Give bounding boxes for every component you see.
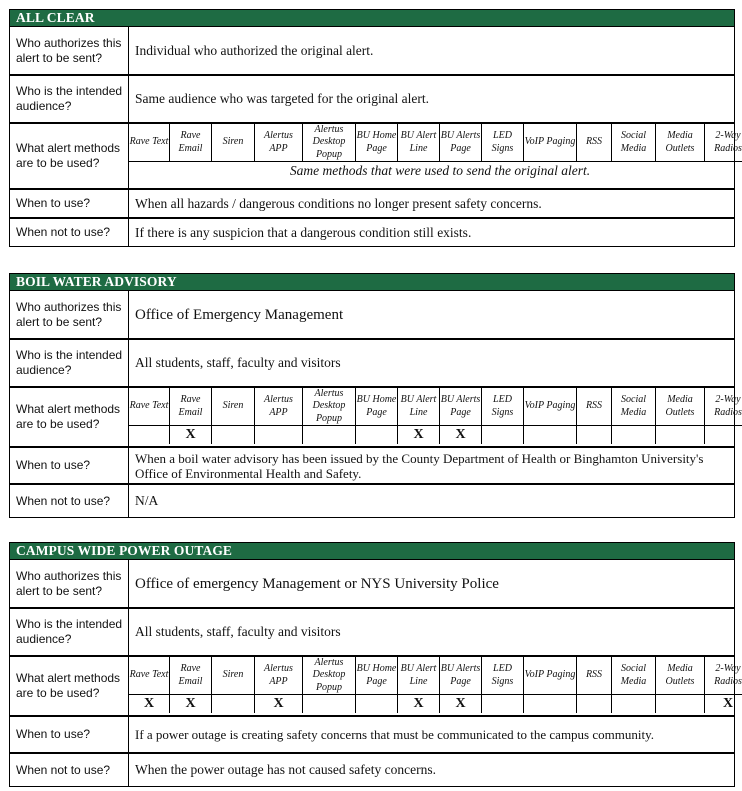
method-mark: X xyxy=(255,695,303,713)
method-header: BU Alerts Page xyxy=(440,657,482,694)
method-header: BU Alerts Page xyxy=(440,124,482,161)
methods-label: What alert methods are to be used? xyxy=(10,388,129,446)
authorizes-value: Individual who authorized the original alert. xyxy=(135,42,374,58)
when-label: When to use? xyxy=(10,448,129,483)
method-header: RSS xyxy=(577,657,612,694)
method-header: Rave Email xyxy=(170,388,212,425)
method-header: Siren xyxy=(212,388,255,425)
method-header: BU Home Page xyxy=(356,388,398,425)
method-mark xyxy=(303,695,356,713)
method-header: BU Home Page xyxy=(356,124,398,161)
when-value: When a boil water advisory has been issued by the County Department of Health or Binghamton University's Office of Environmental Health and Safety. xyxy=(135,450,704,481)
when-not-label: When not to use? xyxy=(10,219,129,246)
method-mark: X xyxy=(440,426,482,444)
methods-marks-row xyxy=(129,695,742,713)
methods-table xyxy=(129,657,742,715)
method-header: BU Alerts Page xyxy=(440,388,482,425)
section-title: ALL CLEAR xyxy=(10,10,734,27)
audience-value: All students, staff, faculty and visitors xyxy=(135,624,341,639)
method-header: Rave Text xyxy=(129,124,170,161)
method-header: Alertus Desktop Popup xyxy=(303,388,356,425)
alert-card-boil-water xyxy=(9,273,742,518)
when-not-value: If there is any suspicion that a dangerous condition still exists. xyxy=(135,224,472,240)
methods-label: What alert methods are to be used? xyxy=(10,124,129,188)
authorizes-value: Office of emergency Management or NYS University Police xyxy=(135,575,499,592)
method-mark xyxy=(129,426,170,444)
when-not-label: When not to use? xyxy=(10,754,129,786)
method-header: LED Signs xyxy=(482,657,524,694)
methods-marks-row xyxy=(129,426,742,444)
method-header: BU Alert Line xyxy=(398,124,440,161)
method-header: Siren xyxy=(212,657,255,694)
method-header: Alertus APP xyxy=(255,124,303,161)
method-mark xyxy=(212,695,255,713)
method-mark xyxy=(255,426,303,444)
method-header: RSS xyxy=(577,388,612,425)
authorizes-label: Who authorizes this alert to be sent? xyxy=(10,27,129,74)
method-header: Alertus APP xyxy=(255,657,303,694)
method-header: LED Signs xyxy=(482,388,524,425)
method-mark xyxy=(356,426,398,444)
method-header: VoIP Paging xyxy=(524,124,577,161)
method-mark xyxy=(524,426,577,444)
method-header: VoIP Paging xyxy=(524,657,577,694)
methods-header-row xyxy=(129,124,742,162)
method-mark xyxy=(705,426,742,444)
audience-value: All students, staff, faculty and visitors xyxy=(135,355,341,370)
method-header: Alertus Desktop Popup xyxy=(303,124,356,161)
method-mark xyxy=(356,695,398,713)
method-mark: X xyxy=(722,696,734,711)
method-mark: X xyxy=(440,695,482,713)
method-header: Siren xyxy=(212,124,255,161)
methods-table xyxy=(129,388,742,446)
method-header: Media Outlets xyxy=(656,657,705,694)
method-mark: X xyxy=(170,695,212,713)
method-header: BU Alert Line xyxy=(398,388,440,425)
method-header: RSS xyxy=(577,124,612,161)
method-header: VoIP Paging xyxy=(524,388,577,425)
when-value: If a power outage is creating safety concerns that must be communicated to the campus community. xyxy=(135,727,654,742)
method-header: 2-Way Radios xyxy=(714,394,742,418)
when-not-value: N/A xyxy=(135,493,159,508)
audience-label: Who is the intended audience? xyxy=(10,76,129,122)
section-title: BOIL WATER ADVISORY xyxy=(10,274,734,291)
authorizes-label: Who authorizes this alert to be sent? xyxy=(10,291,129,338)
alert-card-all-clear xyxy=(9,9,742,247)
authorizes-value: Office of Emergency Management xyxy=(135,306,344,323)
when-label: When to use? xyxy=(10,190,129,217)
method-mark xyxy=(303,426,356,444)
method-header: Media Outlets xyxy=(656,124,705,161)
when-value: When all hazards / dangerous conditions no longer present safety concerns. xyxy=(135,195,542,211)
method-header: Social Media xyxy=(612,124,656,161)
when-label: When to use? xyxy=(10,717,129,752)
method-header: Rave Email xyxy=(170,657,212,694)
method-header: Social Media xyxy=(612,388,656,425)
method-header: 2-Way Radios xyxy=(714,130,742,154)
method-mark xyxy=(612,426,656,444)
method-header: BU Home Page xyxy=(356,657,398,694)
method-header: 2-Way Radios xyxy=(714,663,742,687)
method-mark xyxy=(482,695,524,713)
method-header: Alertus APP xyxy=(255,388,303,425)
methods-table xyxy=(129,124,742,188)
method-mark: X xyxy=(398,426,440,444)
audience-label: Who is the intended audience? xyxy=(10,609,129,655)
method-mark xyxy=(482,426,524,444)
method-header: Alertus Desktop Popup xyxy=(303,657,356,694)
method-mark: X xyxy=(129,695,170,713)
section-title: CAMPUS WIDE POWER OUTAGE xyxy=(10,543,734,560)
method-header: LED Signs xyxy=(482,124,524,161)
method-mark xyxy=(577,695,612,713)
method-mark: X xyxy=(170,426,212,444)
method-mark xyxy=(212,426,255,444)
method-header: Rave Text xyxy=(129,388,170,425)
method-header: Media Outlets xyxy=(656,388,705,425)
methods-note: Same methods that were used to send the original alert. xyxy=(289,163,591,178)
when-not-label: When not to use? xyxy=(10,485,129,517)
methods-header-row xyxy=(129,388,742,426)
authorizes-label: Who authorizes this alert to be sent? xyxy=(10,560,129,607)
method-mark xyxy=(656,426,705,444)
method-mark xyxy=(656,695,705,713)
audience-value: Same audience who was targeted for the original alert. xyxy=(135,91,430,106)
when-not-value: When the power outage has not caused safety concerns. xyxy=(135,762,437,777)
method-header: Rave Email xyxy=(170,124,212,161)
method-mark: X xyxy=(398,695,440,713)
method-header: Social Media xyxy=(612,657,656,694)
method-mark xyxy=(577,426,612,444)
methods-header-row xyxy=(129,657,742,695)
methods-label: What alert methods are to be used? xyxy=(10,657,129,715)
method-header: Rave Text xyxy=(129,657,170,694)
audience-label: Who is the intended audience? xyxy=(10,340,129,386)
method-mark xyxy=(524,695,577,713)
method-header: BU Alert Line xyxy=(398,657,440,694)
alert-card-power-outage xyxy=(9,542,742,787)
method-mark xyxy=(612,695,656,713)
